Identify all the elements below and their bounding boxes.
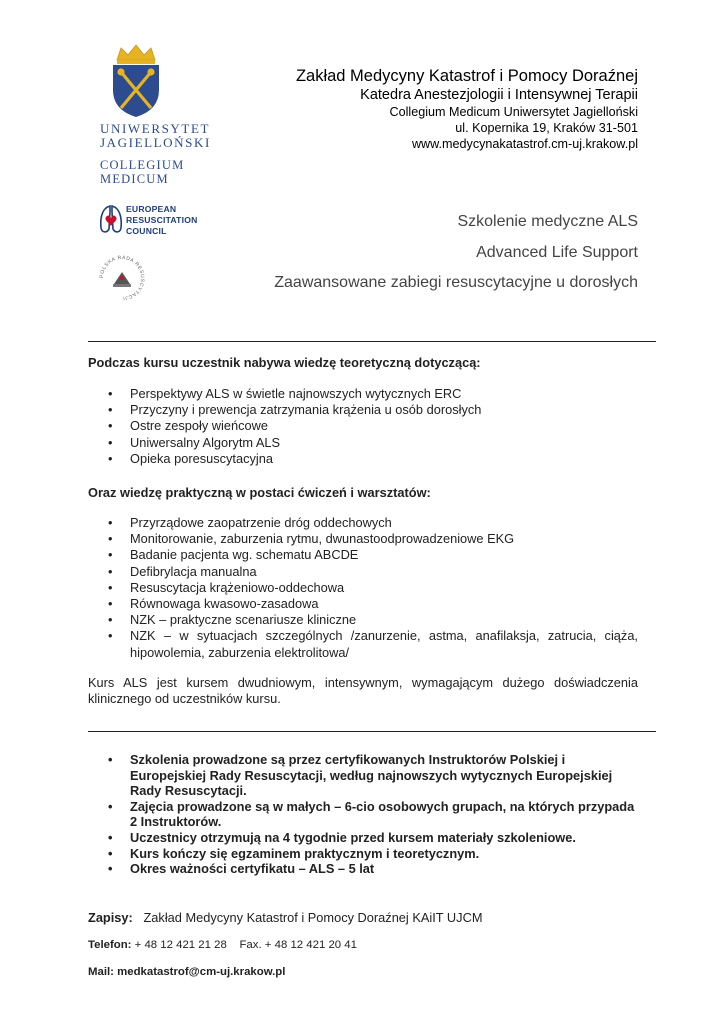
list-item: • Równowaga kwasowo-zasadowa xyxy=(88,596,638,612)
course-title-block xyxy=(274,212,638,304)
course-name-en: Advanced Life Support xyxy=(476,243,638,261)
mail-link[interactable]: medkatastrof@cm-uj.krakow.pl xyxy=(117,966,286,978)
contact-registration xyxy=(88,910,638,925)
website-link[interactable]: www.medycynakatastrof.cm-uj.krakow.pl xyxy=(411,137,638,151)
erc-line2: RESUSCITATION xyxy=(126,215,198,225)
course-summary: Kurs ALS jest kursem dwudniowym, intensywnym, wymagającym dużego doświadczenia klinicznego od uczestników kursu. xyxy=(88,675,638,706)
prr-logo xyxy=(98,254,146,302)
erc-line1: EUROPEAN xyxy=(126,204,177,214)
divider xyxy=(88,341,656,342)
prr-text: POLSKA RADA RESUSCYTACJI xyxy=(98,254,146,302)
list-item: • Okres ważności certyfikatu – ALS – 5 lat xyxy=(88,861,638,877)
list-item: • Resuscytacja krążeniowo-oddechowa xyxy=(88,580,638,596)
erc-logo xyxy=(98,202,218,238)
prr-seal-icon xyxy=(98,254,146,302)
theory-heading: Podczas kursu uczestnik nabywa wiedzę teoretyczną dotyczącą: xyxy=(88,355,481,370)
registration-label: Zapisy: xyxy=(88,910,133,925)
course-name: Szkolenie medyczne ALS xyxy=(457,213,638,230)
list-item: • Perspektywy ALS w świetle najnowszych wytycznych ERC xyxy=(88,386,638,402)
erc-lungs-icon xyxy=(98,202,124,236)
list-item: • NZK – w sytuacjach szczególnych /zanurzenie, astma, anafilaksja, zatrucia, ciąża, hipowolemia, zaburzenia elektrolitowa/ xyxy=(88,628,638,660)
list-item: • Zajęcia prowadzone są w małych – 6-cio osobowych grupach, na których przypada 2 Instruktorów. xyxy=(88,799,638,830)
list-item: • Kurs kończy się egzaminem praktycznym i teoretycznym. xyxy=(88,846,638,862)
list-item: • Przyrządowe zaopatrzenie dróg oddechowych xyxy=(88,515,638,531)
list-item: • Defibrylacja manualna xyxy=(88,564,638,580)
course-description: Zaawansowane zabiegi resuscytacyjne u dorosłych xyxy=(274,274,638,291)
registration-value: Zakład Medycyny Katastrof i Pomocy Doraźnej KAiIT UJCM xyxy=(143,910,483,925)
theory-list xyxy=(88,386,638,467)
phone-label: Telefon: xyxy=(88,939,132,951)
uj-shield-icon xyxy=(107,42,165,118)
address: ul. Kopernika 19, Kraków 31-501 xyxy=(455,121,638,135)
list-item: • Szkolenia prowadzone są przez certyfikowanych Instruktorów Polskiej i Europejskiej Rady Resuscytacji, według najnowszych wytycznych Europejskiej Rady Resuscytacji. xyxy=(88,752,638,799)
erc-line3: COUNCIL xyxy=(126,226,167,236)
practice-list xyxy=(88,515,638,661)
fax-value: + 48 12 421 20 41 xyxy=(264,939,357,951)
erc-name xyxy=(126,204,198,237)
list-item: • Opieka poresuscytacyjna xyxy=(88,451,638,467)
list-item: • Przyczyny i prewencja zatrzymania krążenia u osób dorosłych xyxy=(88,402,638,418)
divider xyxy=(88,731,656,732)
info-list xyxy=(88,752,638,877)
unit-title: Zakład Medycyny Katastrof i Pomocy Doraźnej xyxy=(295,67,638,85)
contact-phone xyxy=(88,939,638,951)
list-item: • Badanie pacjenta wg. schematu ABCDE xyxy=(88,547,638,563)
uj-name-line2: JAGIELLOŃSKI xyxy=(100,135,211,150)
practice-heading: Oraz wiedzę praktyczną w postaci ćwiczeń i warsztatów: xyxy=(88,485,431,500)
mail-label: Mail: xyxy=(88,966,114,978)
uj-collegium xyxy=(100,158,220,186)
list-item: • Uczestnicy otrzymują na 4 tygodnie przed kursem materiały szkoleniowe. xyxy=(88,830,638,846)
uj-cm-line1: COLLEGIUM xyxy=(100,158,185,172)
institution-name: Collegium Medicum Uniwersytet Jagielloński xyxy=(389,105,638,119)
list-item: • Uniwersalny Algorytm ALS xyxy=(88,435,638,451)
list-item: • Ostre zespoły wieńcowe xyxy=(88,418,638,434)
contact-mail xyxy=(88,966,638,978)
uj-cm-line2: MEDICUM xyxy=(100,172,169,186)
uj-name-line1: UNIWERSYTET xyxy=(100,121,211,136)
institution-header xyxy=(296,66,638,152)
fax-label: Fax. xyxy=(239,939,262,951)
department-name: Katedra Anestezjologii i Intensywnej Terapii xyxy=(360,87,638,103)
list-item: • Monitorowanie, zaburzenia rytmu, dwunastoodprowadzeniowe EKG xyxy=(88,531,638,547)
list-item: • NZK – praktyczne scenariusze kliniczne xyxy=(88,612,638,628)
uj-name xyxy=(100,122,220,150)
phone-value[interactable]: + 48 12 421 21 28 xyxy=(134,939,227,951)
